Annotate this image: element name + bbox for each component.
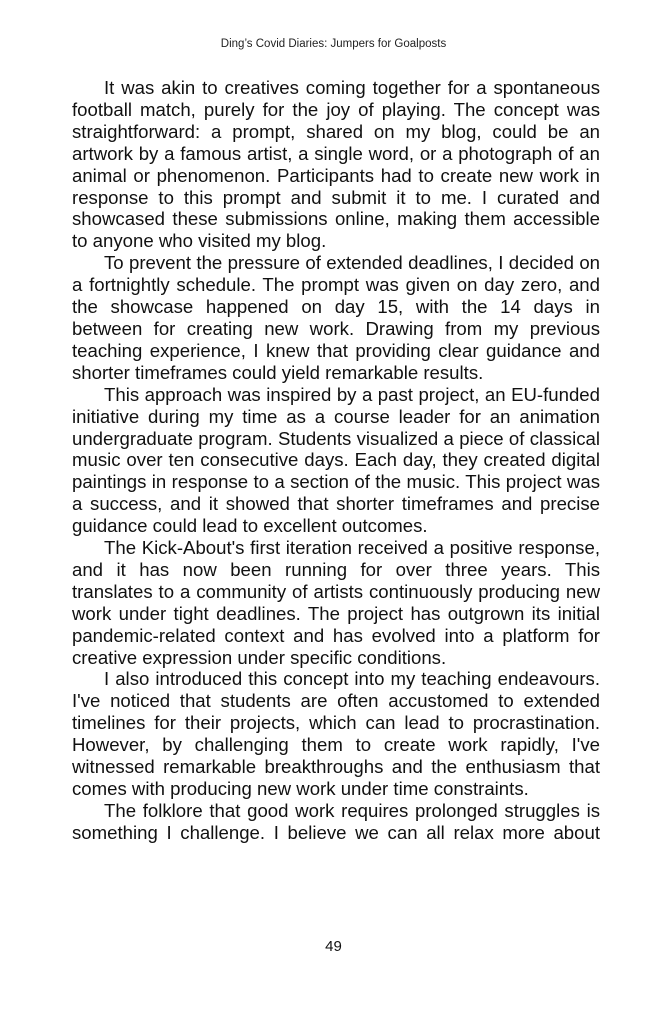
paragraph: The Kick-About's first iteration received a positive response, and it has now been running for over three years. This translates to a community of artists continuously producing new work under tight deadlines. The project has outgrown its initial pandemic-related context and has evolved into a platform for creative expression under specific conditions.: [72, 537, 600, 668]
paragraph: It was akin to creatives coming together for a spontaneous football match, purely for the joy of playing. The concept was straightforward: a prompt, shared on my blog, could be an artwork by a famous artist, a single word, or a photograph of an animal or phenomenon. Participants had to create new work in response to this prompt and submit it to me. I curated and showcased these submissions online, making them accessible to anyone who visited my blog.: [72, 77, 600, 252]
running-head: Ding’s Covid Diaries: Jumpers for Goalposts: [220, 38, 447, 50]
paragraph: This approach was inspired by a past project, an EU-funded initiative during my time as a course leader for an animation undergraduate program. Students visualized a piece of classical music over ten consecutive days. Each day, they created digital paintings in response to a section of the music. This project was a success, and it showed that shorter timeframes and precise guidance could lead to excellent outcomes.: [72, 383, 600, 537]
body-text: [72, 77, 600, 844]
paragraph: To prevent the pressure of extended deadlines, I decided on a fortnightly schedule. The prompt was given on day zero, and the showcase happened on day 15, with the 14 days in between for creating new work. Drawing from my previous teaching experience, I knew that providing clear guidance and shorter timeframes could yield remarkable results.: [72, 252, 600, 383]
paragraph: I also introduced this concept into my teaching endeavours. I've noticed that students are often accustomed to extended timelines for their projects, which can lead to procrastination. However, by challenging them to create work rapidly, I've witnessed remarkable breakthroughs and the enthusiasm that comes with producing new work under time constraints.: [72, 668, 600, 799]
paragraph: The folklore that good work requires prolonged struggles is something I challenge. I believe we can all relax more about: [72, 799, 600, 843]
page-number: 49: [325, 938, 342, 955]
